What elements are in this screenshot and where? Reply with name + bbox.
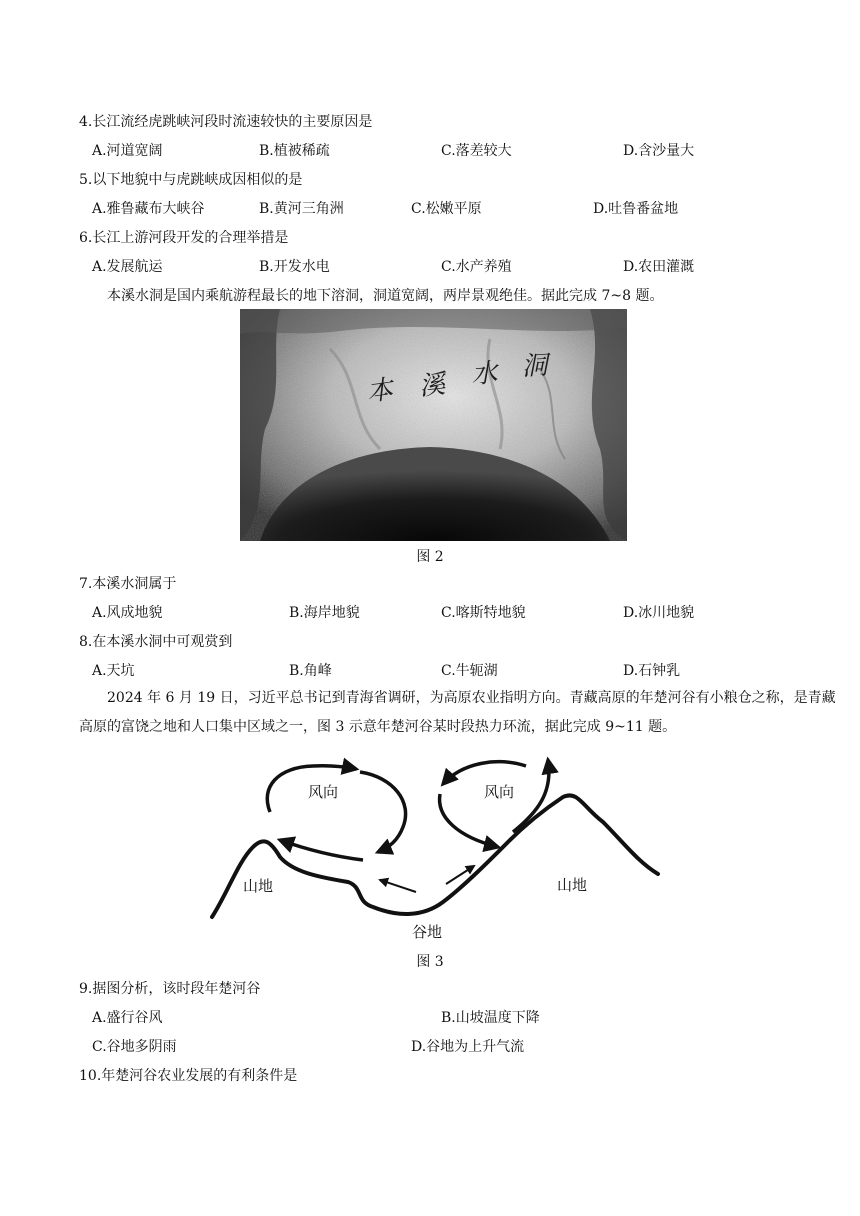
question-6-option-b: B.开发水电	[259, 259, 330, 275]
question-4-stem: 4.长江流经虎跳峡河段时流速较快的主要原因是	[79, 114, 373, 130]
question-5-stem: 5.以下地貌中与虎跳峡成因相似的是	[79, 172, 303, 188]
question-6-stem: 6.长江上游河段开发的合理举措是	[79, 230, 289, 246]
question-10-stem: 10.年楚河谷农业发展的有利条件是	[79, 1068, 298, 1084]
question-9-option-b: B.山坡温度下降	[441, 1010, 540, 1026]
valley-arrow-left	[380, 880, 416, 892]
question-8-option-d: D.石钟乳	[623, 663, 681, 679]
intro-questions-9-11: 2024 年 6 月 19 日，习近平总书记到青海省调研，为高原农业指明方向。青藏高原的年楚河谷有小粮仓之称，是青藏高原的富饶之地和人口集中区域之一，图 3 示意年楚河谷某时段热力环流，据此完成 9~11 题。	[79, 690, 836, 735]
right-circulation-arrow-top	[443, 762, 526, 784]
question-9-stem: 9.据图分析，该时段年楚河谷	[79, 981, 261, 997]
question-7-option-c: C.喀斯特地貌	[441, 605, 526, 621]
cave-photo	[240, 309, 627, 541]
question-8-option-a: A.天坑	[92, 663, 135, 679]
label-wind-right: 风向	[484, 783, 515, 801]
question-7-option-b: B.海岸地貌	[289, 605, 360, 621]
question-6-option-c: C.水产养殖	[441, 259, 512, 275]
intro-questions-7-8: 本溪水洞是国内乘航游程最长的地下溶洞，洞道宽阔，两岸景观绝佳。据此完成 7~8 题。	[107, 288, 664, 304]
question-8-option-c: C.牛轭湖	[441, 663, 498, 679]
figure-3-caption: 图 3	[416, 954, 444, 970]
label-valley: 谷地	[412, 923, 443, 941]
inscription-char-2: 溪	[417, 369, 447, 402]
inscription-char-3: 水	[470, 358, 499, 390]
question-9-option-a: A.盛行谷风	[92, 1010, 163, 1026]
right-circulation-arrow-down	[440, 794, 498, 847]
label-wind-left: 风向	[308, 783, 339, 801]
inscription-char-4: 洞	[520, 350, 549, 382]
inscription-char-1: 本	[364, 374, 395, 408]
question-6-option-d: D.农田灌溉	[623, 259, 695, 275]
question-6-option-a: A.发展航运	[92, 259, 163, 275]
figure-2-caption: 图 2	[416, 549, 444, 565]
question-4-option-b: B.植被稀疏	[259, 143, 330, 159]
question-8-option-b: B.角峰	[289, 663, 332, 679]
question-4-option-d: D.含沙量大	[623, 143, 695, 159]
question-9-option-c: C.谷地多阴雨	[92, 1039, 177, 1055]
question-7-stem: 7.本溪水洞属于	[79, 576, 177, 592]
label-mountain-right: 山地	[557, 876, 588, 894]
left-circulation-arrow-bottom	[280, 840, 363, 860]
left-circulation-arrow-right	[360, 772, 406, 852]
question-5-option-a: A.雅鲁藏布大峡谷	[92, 201, 205, 217]
question-7-option-a: A.风成地貌	[92, 605, 163, 621]
question-7-option-d: D.冰川地貌	[623, 605, 695, 621]
label-mountain-left: 山地	[243, 877, 274, 895]
thermal-circulation-diagram	[208, 752, 668, 948]
question-5-option-b: B.黄河三角洲	[259, 201, 344, 217]
question-5-option-d: D.吐鲁番盆地	[593, 201, 679, 217]
question-8-stem: 8.在本溪水洞中可观赏到	[79, 634, 233, 650]
question-9-option-d: D.谷地为上升气流	[411, 1039, 525, 1055]
question-4-option-c: C.落差较大	[441, 143, 512, 159]
question-4-option-a: A.河道宽阔	[92, 143, 163, 159]
question-5-option-c: C.松嫩平原	[411, 201, 482, 217]
terrain-profile	[212, 795, 658, 917]
